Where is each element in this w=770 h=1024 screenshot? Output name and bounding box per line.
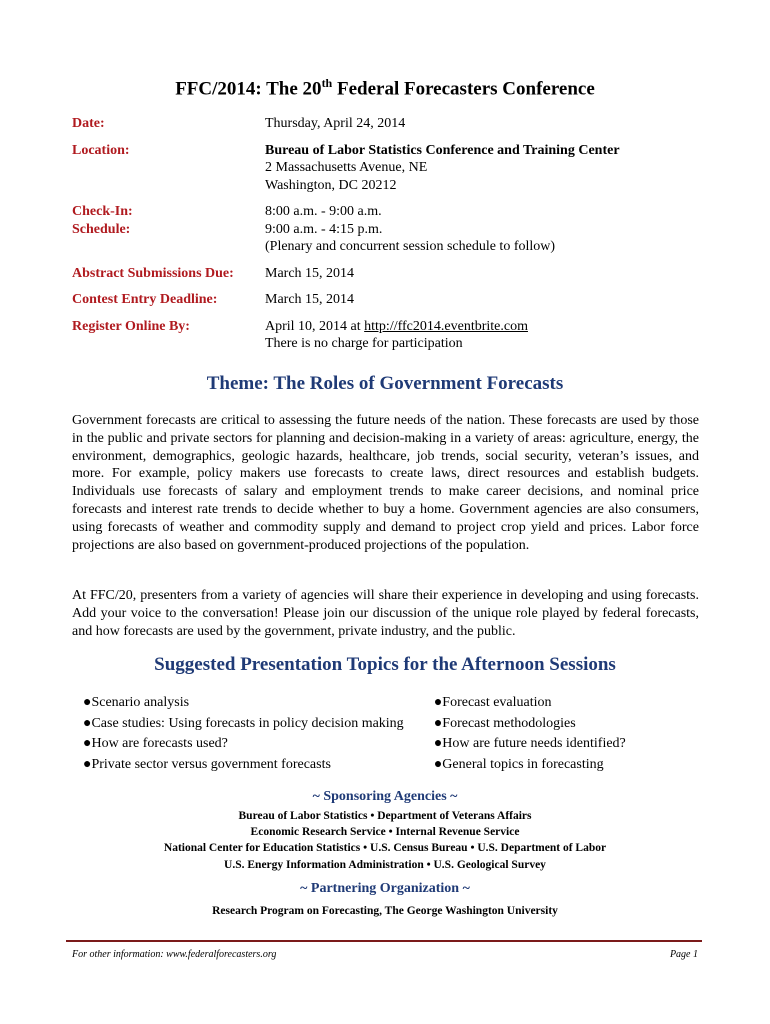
schedule-note: (Plenary and concurrent session schedule to follow) <box>265 239 556 254</box>
topics-right-column <box>434 693 683 775</box>
sponsor-line: National Center for Education Statistics • U.S. Census Bureau • U.S. Department of Labor <box>163 842 607 855</box>
register-label: Register Online By: <box>72 318 190 334</box>
list-item: ●Scenario analysis <box>83 695 190 710</box>
topics-left-column <box>83 693 434 775</box>
list-item: ●Forecast methodologies <box>433 715 576 731</box>
checkin-time: 8:00 a.m. - 9:00 a.m. <box>265 204 382 219</box>
sponsor-line: Economic Research Service • Internal Revenue Service <box>250 826 520 839</box>
register-line <box>265 318 528 336</box>
contest-value: March 15, 2014 <box>265 292 355 307</box>
register-value <box>265 318 528 353</box>
sponsor-line: Bureau of Labor Statistics • Department of Veterans Affairs <box>238 810 532 822</box>
date-label: Date: <box>72 116 105 131</box>
date-row <box>72 115 712 133</box>
abstract-value: March 15, 2014 <box>265 265 355 281</box>
location-label: Location: <box>72 142 130 158</box>
abstract-label: Abstract Submissions Due: <box>72 265 234 281</box>
sponsor-line: U.S. Energy Information Administration • U.S. Geological Survey <box>224 858 546 871</box>
list-item: ●Forecast evaluation <box>433 695 552 710</box>
theme-paragraph-2: At FFC/20, presenters from a variety of agencies will share their experience in developing and using forecasts. Add your voice to the conversation! Please join our discussion of the unique role played by federal forecasts, and how forecasts are used by the government, private industry, and the public. <box>72 588 699 639</box>
abstract-row <box>72 265 712 283</box>
contest-label: Contest Entry Deadline: <box>72 292 218 307</box>
schedule-label: Schedule: <box>72 221 131 237</box>
checkin-schedule-labels <box>72 203 265 256</box>
register-note: There is no charge for participation <box>265 336 463 351</box>
location-city: Washington, DC 20212 <box>265 177 397 193</box>
schedule-row <box>72 203 712 256</box>
contest-row <box>72 291 712 309</box>
checkin-label: Check-In: <box>72 204 133 219</box>
location-value <box>265 142 620 195</box>
partners-heading: ~ Partnering Organization ~ <box>300 881 470 896</box>
list-item: ●How are future needs identified? <box>433 736 626 752</box>
checkin-schedule-values <box>265 203 555 256</box>
location-row <box>72 142 712 195</box>
register-date: April 10, 2014 at <box>265 318 365 334</box>
topics-list <box>83 693 683 775</box>
register-link[interactable]: http://ffc2014.eventbrite.com <box>364 318 528 334</box>
sponsors-list <box>0 808 770 873</box>
sponsors-heading: ~ Sponsoring Agencies ~ <box>312 789 458 804</box>
event-details <box>72 115 712 362</box>
topics-heading: Suggested Presentation Topics for the Afternoon Sessions <box>154 654 616 675</box>
list-item: ●Case studies: Using forecasts in policy decision making <box>83 715 404 731</box>
footer-divider <box>66 940 702 942</box>
page-number: Page 1 <box>669 949 698 960</box>
location-name: Bureau of Labor Statistics Conference and Training Center <box>265 142 620 158</box>
register-row <box>72 318 712 353</box>
list-item: ●General topics in forecasting <box>433 756 604 772</box>
theme-paragraph-1: Government forecasts are critical to assessing the future needs of the nation. These forecasts are used by those in the public and private sectors for planning and decision-making in a variety of areas: agriculture, energy, the environment, demographics, geologic hazards, healthcare, job trends, social security, veteran’s issues, and more. For example, policy makers use forecasts to create laws, direct resources and establish budgets. Individuals use forecasts of salary and employment trends to make career decisions, and nominal price forecasts and interest rate trends to decide whether to buy a home. Government agencies are also consumers, using forecasts of weather and commodity supply and demand to project crop yield and prices. Labor force projections are also based on government-produced projections of the population. <box>72 413 699 553</box>
list-item: ●Private sector versus government forecasts <box>83 756 331 772</box>
location-street: 2 Massachusetts Avenue, NE <box>265 160 428 175</box>
schedule-time: 9:00 a.m. - 4:15 p.m. <box>265 221 383 237</box>
list-item: ●How are forecasts used? <box>83 736 228 752</box>
partner-line: Research Program on Forecasting, The George Washington University <box>212 905 558 917</box>
footer-info: For other information: www.federalforecasters.org <box>72 949 277 960</box>
date-value: Thursday, April 24, 2014 <box>265 116 406 131</box>
theme-heading: Theme: The Roles of Government Forecasts <box>206 373 564 394</box>
page-title: FFC/2014: The 20th Federal Forecasters Conference <box>175 76 595 100</box>
